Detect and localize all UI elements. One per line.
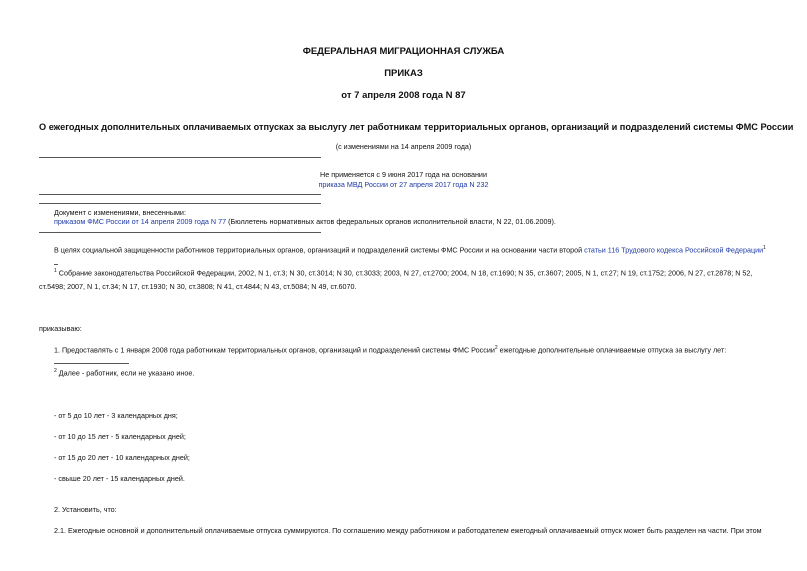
item-1-rest: ежегодные дополнительные оплачиваемые отпуска за выслугу лет: — [497, 345, 727, 355]
footnote-rule — [54, 363, 129, 364]
amended-line — [54, 217, 556, 226]
divider — [39, 157, 321, 158]
footnote-1-continuation: ст.5498; 2007, N 1, ст.34; N 17, ст.1930; N 30, ст.3808; N 41, ст.4844; N 43, ст.5084; N 49, ст.6070. — [39, 282, 357, 291]
labor-code-link[interactable]: статьи 116 Трудового кодекса Российской Федерации — [584, 245, 764, 255]
status-line: Не применяется с 9 июня 2017 года на основании — [320, 170, 487, 179]
doc-date-heading: от 7 апреля 2008 года N 87 — [341, 90, 466, 101]
doc-type-heading: ПРИКАЗ — [384, 68, 423, 79]
preamble-text: В целях социальной защищенности работников территориальных органов, организаций и подразделений системы ФМС России и на основании части второй — [54, 245, 585, 255]
amending-order-link[interactable]: приказом ФМС России от 14 апреля 2009 года N 77 — [54, 217, 227, 226]
revision-note: (с изменениями на 14 апреля 2009 года) — [335, 142, 472, 151]
period-item: - свыше 20 лет - 15 календарных дней. — [54, 474, 185, 483]
footnote-mark: 2 — [494, 345, 498, 351]
amended-source: (Бюллетень нормативных актов федеральных органов исполнительной власти, N 22, 01.06.2009). — [226, 217, 556, 226]
item-2-1: 2.1. Ежегодные основной и дополнительный оплачиваемые отпуска суммируются. По соглашению между работником и работодателем ежегодный оплачиваемый отпуск может быть разделен на части. При этом — [54, 526, 762, 535]
period-item: - от 15 до 20 лет - 10 календарных дней; — [54, 453, 190, 462]
item-2: 2. Установить, что: — [54, 505, 117, 514]
agency-heading: ФЕДЕРАЛЬНАЯ МИГРАЦИОННАЯ СЛУЖБА — [302, 46, 505, 57]
footnote-2-text: Далее - работник, если не указано иное. — [56, 368, 195, 378]
divider — [39, 194, 321, 195]
footnote-mark: 1 — [763, 245, 766, 251]
item-1 — [54, 345, 726, 354]
footnote-1 — [54, 268, 752, 277]
repeal-order-link[interactable]: приказа МВД России от 27 апреля 2017 года N 232 — [318, 180, 489, 189]
period-item: - от 5 до 10 лет - 3 календарных дня; — [54, 411, 178, 420]
footnote-mark: 2 — [54, 368, 57, 374]
footnote-mark: 1 — [54, 268, 57, 274]
preamble — [54, 245, 766, 254]
order-word: приказываю: — [39, 324, 82, 333]
footnote-2 — [54, 368, 194, 377]
divider — [39, 203, 321, 204]
amended-label: Документ с изменениями, внесенными: — [54, 208, 186, 217]
item-1-text: 1. Предоставлять с 1 января 2008 года работникам территориальных органов, организаций и подразделений системы ФМС России — [54, 345, 495, 355]
divider — [39, 232, 321, 233]
footnote-rule — [54, 264, 58, 265]
period-item: - от 10 до 15 лет - 5 календарных дней; — [54, 432, 186, 441]
footnote-1-text: Собрание законодательства Российской Федерации, 2002, N 1, ст.3; N 30, ст.3014; N 30, ст.3033; 2003, N 27, ст.2700; 2004, N 18, ст.1690; N 35, ст.3607; 2005, N 1, ст.27; N 19, ст.1752; 2006, N 27, ст.2878; N 52, — [56, 268, 753, 278]
document-title: О ежегодных дополнительных оплачиваемых отпусках за выслугу лет работникам территориальных органов, организаций и подразделений системы ФМС России — [39, 122, 794, 132]
